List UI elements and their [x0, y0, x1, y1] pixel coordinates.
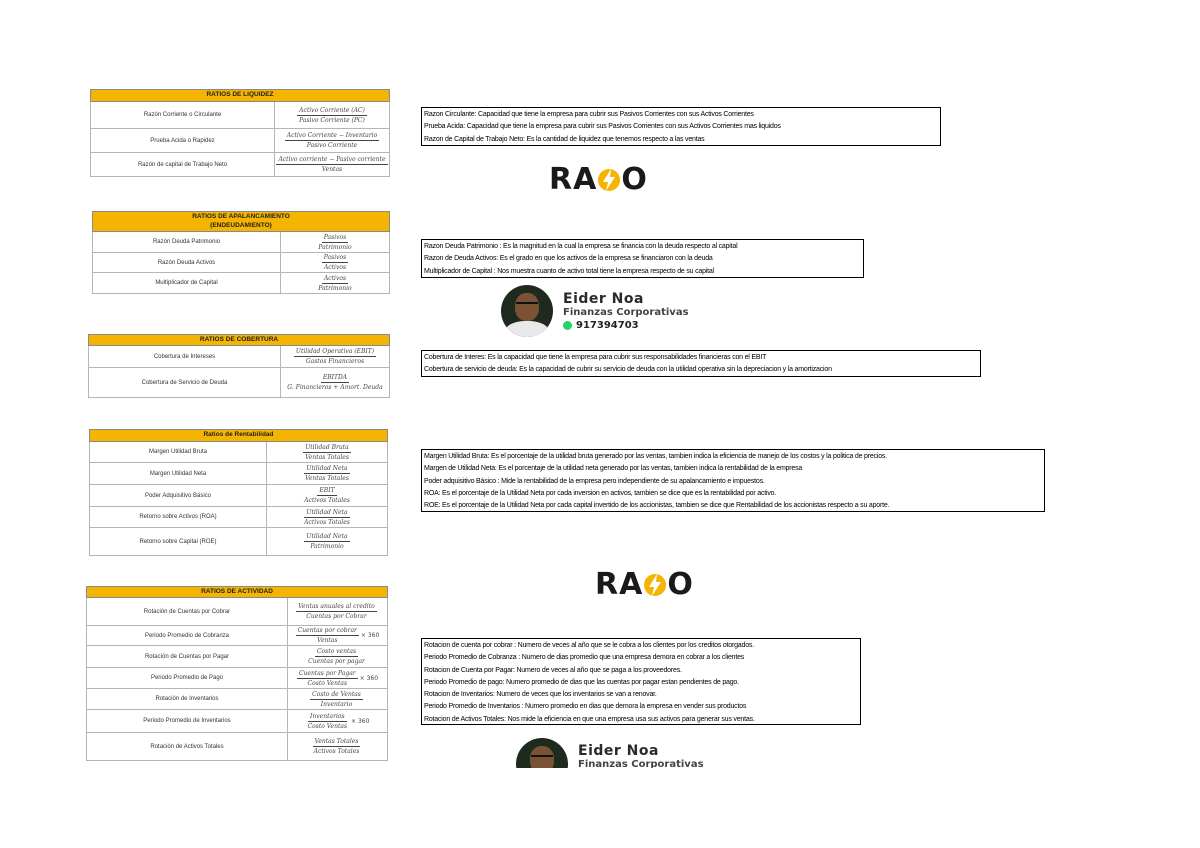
ratio-formula	[267, 485, 387, 506]
formula-numerator: Utilidad Neta	[306, 533, 348, 540]
table-row	[86, 710, 388, 733]
formula-numerator: Utilidad Neta	[306, 465, 348, 472]
lightning-bolt-icon	[644, 572, 666, 598]
formula-denominator: Costo Ventas	[307, 722, 348, 730]
ratio-formula	[281, 253, 389, 272]
ratio-name: Poder Adquisitivo Básico	[90, 485, 267, 506]
ratio-name: Margen Utilidad Neta	[90, 463, 267, 484]
table-title: RATIOS DE COBERTURA	[88, 334, 390, 346]
table-row	[88, 368, 390, 398]
formula-denominator: Activos Totales	[304, 518, 350, 526]
ratio-name: Retorno sobre Activos (ROA)	[90, 507, 267, 527]
ratio-name: Rotación de Cuentas por Pagar	[87, 646, 288, 667]
author-card	[501, 285, 689, 337]
formula-numerator: Ventas Totales	[314, 738, 359, 745]
formula-numerator: Activo Corriente (AC)	[299, 106, 365, 114]
ratio-name: Periodo Promedio de Cobranza	[87, 626, 288, 645]
formula-denominator: Activos Totales	[304, 497, 350, 504]
ratio-name: Rotación de Activos Totales	[87, 733, 288, 760]
lightning-bolt-icon	[598, 167, 620, 193]
formula-numerator: Activo Corriente − Inventario	[286, 132, 378, 139]
table-title: RATIOS DE ACTIVIDAD	[86, 586, 388, 598]
definition-line: Periodo Promedio de Cobranza : Numero de dias promedio que una empresa demora en cobrar a los clientes	[424, 654, 745, 662]
logo-text-right: O	[621, 162, 648, 197]
ratio-name: Razón Deuda Activos	[93, 253, 281, 272]
ratio-formula	[267, 442, 387, 462]
table-liquidez	[90, 89, 390, 177]
table-title	[92, 211, 390, 232]
table-row	[89, 463, 388, 485]
ratio-name: Periodo Promedio de Pago	[87, 668, 288, 688]
table-row	[89, 485, 388, 507]
formula-numerator: Ventas anuales al credito	[298, 603, 375, 610]
ratio-formula	[275, 129, 389, 152]
ratio-formula	[288, 626, 387, 645]
formula-denominator: Cuentas por Cobrar	[306, 613, 367, 620]
table-row	[92, 232, 390, 253]
table-row	[86, 668, 388, 689]
table-row	[90, 129, 390, 153]
formula-denominator: G. Financieros + Amort. Deuda	[287, 384, 383, 391]
table-row	[86, 689, 388, 710]
table-title: RATIOS DE LIQUIDEZ	[90, 89, 390, 102]
brand-logo	[595, 567, 694, 602]
avatar	[516, 738, 568, 768]
definition-line: Razon de Deuda Activos: Es el grado en que los activos de la empresa se financiaron con la deuda	[424, 255, 713, 263]
formula-denominator: Pasivo Corriente	[306, 142, 358, 149]
definition-line: ROA: Es el porcentaje de la Utilidad Neta por cada inversion en activos, tambien se dice que es la rentabilidad por activo.	[424, 489, 777, 497]
logo-text-left: RA	[549, 162, 598, 197]
definitions-apalancamiento	[421, 239, 864, 278]
table-row	[88, 346, 390, 368]
formula-denominator: Activos Totales	[313, 748, 360, 755]
table-row	[89, 442, 388, 463]
author-card	[516, 738, 704, 768]
definition-line: Cobertura de servicio de deuda: Es la capacidad de cubrir su servicio de deuda con la utilidad operativa sin la depreciacion y la amortizacion	[424, 366, 832, 374]
author-name: Eider Noa	[563, 291, 644, 307]
ratio-name: Razón de capital de Trabajo Neto	[91, 153, 275, 176]
author-phone	[563, 320, 689, 331]
ratio-formula	[281, 346, 389, 367]
ratio-formula	[288, 668, 387, 688]
formula-denominator: Cuentas por pagar	[308, 658, 365, 665]
formula-denominator: Patrimonio	[318, 243, 352, 251]
formula-denominator: Ventas Totales	[305, 453, 349, 461]
ratio-name: Periodo Promedio de Inventarios	[87, 710, 288, 732]
table-row	[86, 646, 388, 668]
table-row	[89, 507, 388, 528]
definition-line: Razon Deuda Patrimonio : Es la magnitud en la cual la empresa se financia con la deuda respecto al capital	[424, 243, 738, 250]
formula-numerator: Pasivos	[323, 254, 347, 261]
ratio-formula	[288, 598, 387, 625]
formula-numerator: EBITDA	[322, 374, 348, 381]
table-row	[92, 273, 390, 294]
table-row	[86, 626, 388, 646]
formula-denominator: Inventario	[320, 700, 353, 708]
ratio-name: Margen Utilidad Bruta	[90, 442, 267, 462]
formula-numerator: Utilidad Bruta	[305, 443, 349, 451]
definition-line: Prueba Acida: Capacidad que tiene la empresa para cubrir sus Pasivos Corrientes con sus Activos Corrientes mas liquidos	[424, 123, 781, 131]
definition-line: Margen de Utilidad Neta: Es el porcentaje de la utilidad neta generado por las ventas, tambien indica la rentabilidad de la empresa	[424, 465, 803, 473]
ratio-formula	[281, 273, 389, 293]
ratio-formula	[275, 102, 389, 128]
definition-line: Rotacion de Cuenta por Pagar: Numero de veces al año que se paga a los proveedores.	[424, 666, 682, 674]
ratio-name: Retorno sobre Capital (ROE)	[90, 528, 267, 555]
table-apalancamiento	[92, 211, 390, 294]
ratio-formula	[288, 733, 387, 760]
ratio-formula	[281, 368, 389, 397]
definitions-liquidez	[421, 107, 941, 146]
table-row	[86, 598, 388, 626]
definitions-cobertura	[421, 350, 981, 377]
phone-number: 917394703	[576, 320, 639, 331]
table-cobertura	[88, 334, 390, 398]
formula-denominator: Costo Ventas	[307, 679, 348, 687]
formula-numerator: Utilidad Operativa (EBIT)	[295, 348, 375, 355]
logo-text-left: RA	[595, 567, 644, 602]
table-row	[86, 733, 388, 761]
definition-line: Poder adquisitivo Básico : Mide la rentabilidad de la empresa pero independiente de su apalancamiento e impuestos.	[424, 477, 765, 485]
formula-denominator: Patrimonio	[310, 543, 344, 550]
formula-multiplier: × 360	[360, 632, 380, 639]
table-title-line1: RATIOS DE APALANCAMIENTO	[192, 213, 290, 221]
author-subtitle: Finanzas Corporativas	[578, 759, 704, 768]
ratio-name: Prueba Acida o Rapidez	[91, 129, 275, 152]
definition-line: Rotacion de cuenta por cobrar : Numero de veces al año que se le cobra a los clientes por los creditos otorgados.	[424, 642, 754, 649]
table-row	[92, 253, 390, 273]
definition-line: Rotacion de Activos Totales: Nos mide la eficiencia en que una empresa usa sus activos para generar sus ventas.	[424, 715, 755, 723]
logo-text-right: O	[667, 567, 694, 602]
definitions-rentabilidad	[421, 449, 1045, 512]
table-row	[90, 153, 390, 177]
definition-line: Rotacion de Inventarios: Numero de veces que los inventarios se van a renovar.	[424, 691, 657, 699]
formula-numerator: Costo de Ventas	[312, 690, 361, 698]
formula-denominator: Ventas	[317, 637, 338, 644]
table-rentabilidad	[89, 429, 388, 556]
ratio-name: Cobertura de Intereses	[89, 346, 281, 367]
whatsapp-icon	[563, 321, 572, 330]
table-title: Ratios de Rentabilidad	[89, 429, 388, 442]
definition-line: Margen Utilidad Bruta: Es el porcentaje de la utilidad bruta generado por las ventas, tambien indica la eficiencia de manejo de los costos y la politica de precios.	[424, 453, 887, 460]
ratio-formula	[288, 710, 387, 732]
formula-denominator: Patrimonio	[318, 284, 352, 292]
formula-multiplier: × 360	[351, 717, 370, 725]
formula-numerator: Pasivos	[323, 233, 347, 241]
ratio-formula	[288, 689, 387, 709]
definition-line: Cobertura de Interes: Es la capacidad que tiene la empresa para cubrir sus responsabilidades financieras con el EBIT	[424, 354, 767, 361]
ratio-formula	[267, 528, 387, 555]
author-name: Eider Noa	[578, 743, 659, 759]
ratio-name: Razón Corriente o Circulante	[91, 102, 275, 128]
definition-line: ROE: Es el porcentaje de la Utilidad Neta por cada capital invertido de los accionistas, tambien se dice que Rentabilidad de los accionistas respecto a su aporte.	[424, 502, 890, 510]
ratio-name: Razón Deuda Patrimonio	[93, 232, 281, 252]
definition-line: Razon Circulante: Capacidad que tiene la empresa para cubrir sus Pasivos Corrientes con sus Activos Corrientes	[424, 111, 754, 118]
formula-numerator: Cuentas por Pagar	[298, 669, 356, 677]
formula-numerator: Inventarios	[310, 712, 345, 720]
table-title-line2: (ENDEUDAMIENTO)	[210, 221, 272, 229]
formula-numerator: Utilidad Neta	[306, 508, 348, 516]
formula-numerator: Cuentas por cobrar	[297, 627, 357, 634]
ratio-formula	[267, 507, 387, 527]
formula-numerator: Costo ventas	[316, 648, 357, 655]
definition-line: Multiplicador de Capital : Nos muestra cuanto de activo total tiene la empresa respecto de su capital	[424, 267, 714, 275]
definition-line: Periodo Promedio de Inventarios : Numero promedio en dias que demora la empresa en vender sus productos	[424, 703, 747, 711]
table-row	[90, 102, 390, 129]
formula-numerator: Activo corriente − Pasivo corriente	[278, 156, 386, 163]
formula-multiplier: × 360	[359, 674, 379, 682]
table-actividad	[86, 586, 388, 761]
formula-numerator: EBIT	[319, 487, 335, 494]
definition-line: Periodo Promedio de pago: Numero promedio de dias que las cuentas por pagar estan pendientes de pago.	[424, 678, 739, 686]
ratio-name: Multiplicador de Capital	[93, 273, 281, 293]
formula-denominator: Pasivo Corriente (PC)	[299, 116, 365, 124]
formula-denominator: Activos	[323, 264, 347, 271]
table-row	[89, 528, 388, 556]
ratio-name: Rotación de Inventarios	[87, 689, 288, 709]
formula-denominator: Ventas Totales	[305, 475, 349, 482]
ratio-name: Cobertura de Servicio de Deuda	[89, 368, 281, 397]
formula-denominator: Ventas	[321, 166, 343, 173]
brand-logo	[549, 162, 648, 197]
ratio-formula	[281, 232, 389, 252]
ratio-formula	[275, 153, 389, 176]
avatar	[501, 285, 553, 337]
formula-denominator: Gastos Financieros	[305, 358, 365, 365]
author-subtitle: Finanzas Corporativas	[563, 307, 689, 318]
ratio-formula	[288, 646, 387, 667]
definitions-actividad	[421, 638, 861, 725]
definition-line: Razon de Capital de Trabajo Neto: Es la cantidad de liquidez que tenemos respecto a las ventas	[424, 135, 705, 143]
formula-numerator: Activos	[323, 274, 347, 282]
ratio-formula	[267, 463, 387, 484]
ratio-name: Rotación de Cuentas por Cobrar	[87, 598, 288, 625]
